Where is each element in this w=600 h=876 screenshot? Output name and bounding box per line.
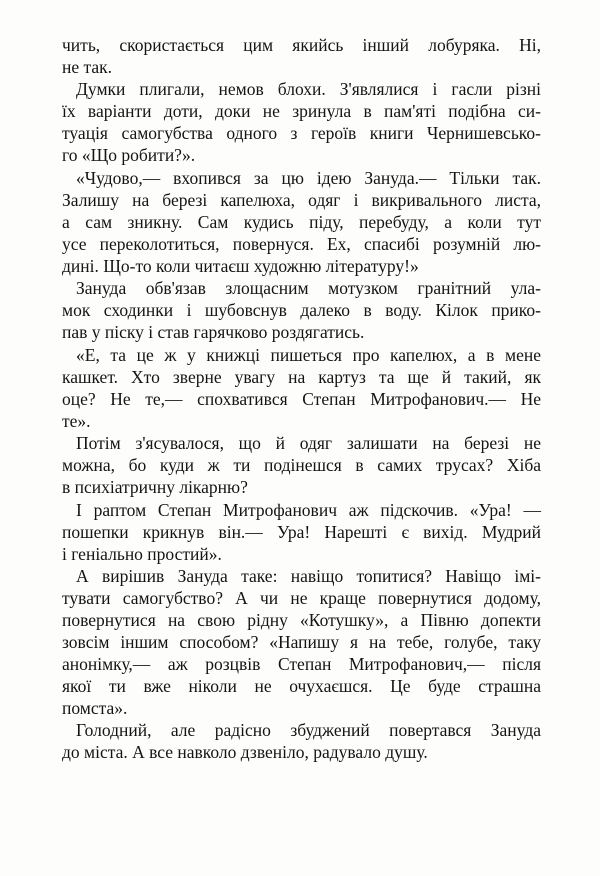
- text-line: пав у піску і став гарячково роздягатись.: [62, 322, 365, 342]
- text-line: не так.: [62, 57, 113, 77]
- text-line: а сам зникну. Сам кудись піду, перебуду, а коли тут: [62, 212, 541, 232]
- text-line: оце? Не те,— спохватився Степан Митрофанович.— Не: [62, 389, 541, 409]
- text-line: пошепки крикнув він.— Ура! Нарешті є вихід. Мудрий: [62, 522, 541, 542]
- text-line: мок сходинки і шубовснув далеко в воду. Кілок прико-: [62, 300, 541, 320]
- text-line: зовсім іншим способом? «Напишу я на тебе, голубе, таку: [62, 632, 541, 652]
- text-line: усе переколотиться, повернуся. Ех, спасибі розумній лю-: [62, 234, 541, 254]
- text-line: повернутися на свою рідну «Котушку», а Півню допекти: [62, 610, 541, 630]
- text-line: якої ти вже ніколи не очухаєшся. Це буде страшна: [62, 676, 541, 696]
- text-line: Зануда обв'язав злощасним мотузком гранітний ула-: [76, 278, 541, 298]
- text-line: го «Що робити?».: [62, 145, 196, 165]
- text-line: дині. Що-то коли читаєш художню літературу!»: [62, 256, 419, 276]
- text-line: можна, бо куди ж ти подінешся в самих трусах? Хіба: [62, 455, 541, 475]
- text-line: до міста. А все навколо дзвеніло, радувало душу.: [62, 742, 428, 762]
- text-line: А вирішив Зануда таке: навіщо топитися? Навіщо імі-: [76, 566, 541, 586]
- text-line: тувати самогубство? А чи не краще повернутися додому,: [62, 588, 541, 608]
- text-line: те».: [62, 411, 91, 431]
- text-line: Думки плигали, немов блохи. З'являлися і гасли різні: [76, 79, 541, 99]
- text-line: кашкет. Хто зверне увагу на картуз та ще й такий, як: [62, 367, 541, 387]
- text-line: Залишу на березі капелюха, одяг і викривального листа,: [62, 190, 541, 210]
- text-line: «Е, та це ж у книжці пишеться про капелюх, а в мене: [76, 345, 541, 365]
- text-line: чить, скористається цим якийсь інший лобуряка. Ні,: [62, 35, 541, 55]
- text-line: туація самогубства одного з героїв книги Чернишевсько-: [62, 123, 541, 143]
- text-line: їх варіанти доти, доки не зринула в пам'яті подібна си-: [62, 101, 541, 121]
- text-line: анонімку,— аж розцвів Степан Митрофанович,— після: [62, 654, 541, 674]
- text-line: і геніально простий».: [62, 544, 222, 564]
- text-line: помста».: [62, 698, 128, 718]
- text-line: в психіатричну лікарню?: [62, 477, 248, 497]
- text-line: Потім з'ясувалося, що й одяг залишати на березі не: [76, 433, 541, 453]
- text-line: Голодний, але радісно збуджений повертався Зануда: [76, 720, 541, 740]
- text-line: «Чудово,— вхопився за цю ідею Зануда.— Тільки так.: [76, 168, 541, 188]
- text-line: І раптом Степан Митрофанович аж підскочив. «Ура! —: [76, 500, 541, 520]
